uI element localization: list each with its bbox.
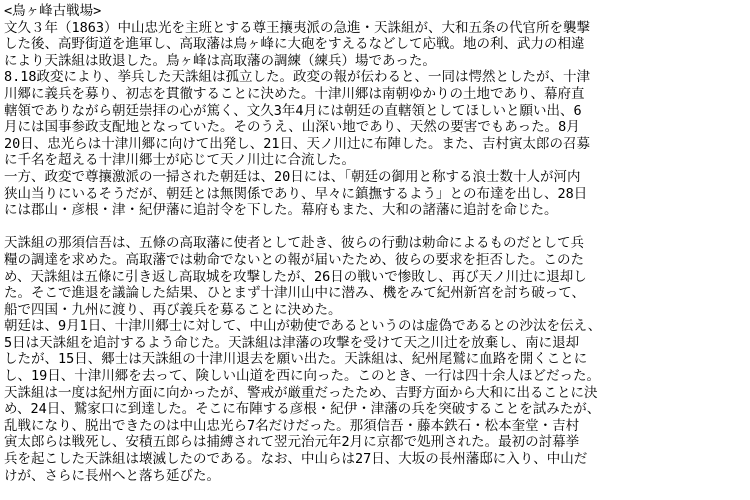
text-line: 轄領でありながら朝廷崇拝の心が篤く、文久3年4月には朝廷の直轄領としてほしいと願い出、6 xyxy=(4,102,582,119)
text-line: 糧の調達を求めた。高取藩では勅命でないとの報が届いたため、彼らの要求を拒否した。このた xyxy=(4,251,584,268)
text-line: 狭山当りにいるそうだが、朝廷とは無関係であり、早々に鎮撫するよう」との布達を出し、28日 xyxy=(4,185,588,202)
text-line: め、天誅組は五條に引き返し高取城を攻撃したが、26日の戦いで惨敗し、再び天ノ川辻に退却し xyxy=(4,268,587,285)
text-line: 寅太郎らは戦死し、安積五郎らは捕縛されて翌元治元年2月に京都で処刑された。最初の討幕挙 xyxy=(4,434,580,451)
text-line: により天誅組は敗退した。鳥ヶ峰は高取藩の調練（練兵）場であった。 xyxy=(4,52,436,69)
text-line: め、24日、鷲家口に到達した。そこに布陣する彦根・紀伊・津藩の兵を突破することを試みたが、 xyxy=(4,401,601,418)
text-line: 一方、政変で尊攘激派の一掃された朝廷は、20日には、「朝廷の御用と称する浪士数十人が河内 xyxy=(4,168,581,185)
text-line: 5日は天誅組を追討するよう命じた。天誅組は津藩の攻撃を受けて天之川辻を放棄し、南に退却 xyxy=(4,334,580,351)
text-line: 船で四国・九州に渡り、再び義兵を募ることに決めた。 xyxy=(4,301,342,318)
text-line: したが、15日、郷士は天誅組の十津川退去を願い出た。天誅組は、紀州尾鷲に血路を開くことに xyxy=(4,351,588,368)
text-line: には郡山・彦根・津・紀伊藩に追討令を下した。幕府もまた、大和の諸藩に追討を命じた。 xyxy=(4,202,558,219)
text-line: 乱戦になり、脱出できたのは中山忠光ら7名だけだった。那須信吾・藤本鉄石・松本奎堂・吉村 xyxy=(4,417,580,434)
text-line: 月には国事参政支配地となっていた。そのうえ、山深い地であり、天然の要害でもあった。8月 xyxy=(4,119,580,136)
paragraph-1 xyxy=(4,20,746,219)
text-line: けが、さらに長州へと落ち延びた。 xyxy=(4,467,220,484)
text-line: 天誅組は一度は紀州方面に向かったが、警戒が厳重だったため、吉野方面から大和に出ることに決 xyxy=(4,384,598,401)
paragraph-spacer xyxy=(4,219,746,236)
text-line: 天誅組の那須信吾は、五條の高取藩に使者として赴き、彼らの行動は勅命によるものだとして兵 xyxy=(4,235,584,252)
text-line: に千名を超える十津川郷士が応じて天ノ川辻に合流した。 xyxy=(4,152,355,169)
text-line: 兵を起こした天誅組は壊滅したのである。なお、中山らは27日、大坂の長州藩邸に入り、中山だ xyxy=(4,451,588,468)
text-line: し、19日、十津川郷を去って、険しい山道を西に向った。このとき、一行は四十余人ほどだった。 xyxy=(4,368,600,385)
text-line: 朝廷は、9月1日、十津川郷士に対して、中山が勅使であるというのは虚偽であるとの沙汰を伝え、 xyxy=(4,318,602,335)
text-line: 20日、忠光らは十津川郷に向けて出発し、21日、天ノ川辻に布陣した。また、吉村寅太郎の召募 xyxy=(4,135,591,152)
document-title: <鳥ヶ峰古戦場> xyxy=(4,3,102,19)
text-line: た。そこで進退を議論した結果、ひとまず十津川山中に潜み、機をみて紀州新宮を討ち破って、 xyxy=(4,285,586,302)
text-line: 文久３年（1863）中山忠光を主班とする尊王攘夷派の急進・天誅組が、大和五条の代官所を襲撃 xyxy=(4,19,591,36)
paragraph-2 xyxy=(4,235,746,484)
text-line: した後、高野街道を進軍し、高取藩は鳥ヶ峰に大砲をすえるなどして応戦。地の利、武力の相違 xyxy=(4,36,585,53)
text-line: 川郷に義兵を募り、初志を貫徹することに決めた。十津川郷は南朝ゆかりの土地であり、幕府直 xyxy=(4,85,585,102)
text-line: 8.18政変により、挙兵した天誅組は孤立した。政変の報が伝わると、一同は愕然としたが、十津 xyxy=(4,69,591,86)
